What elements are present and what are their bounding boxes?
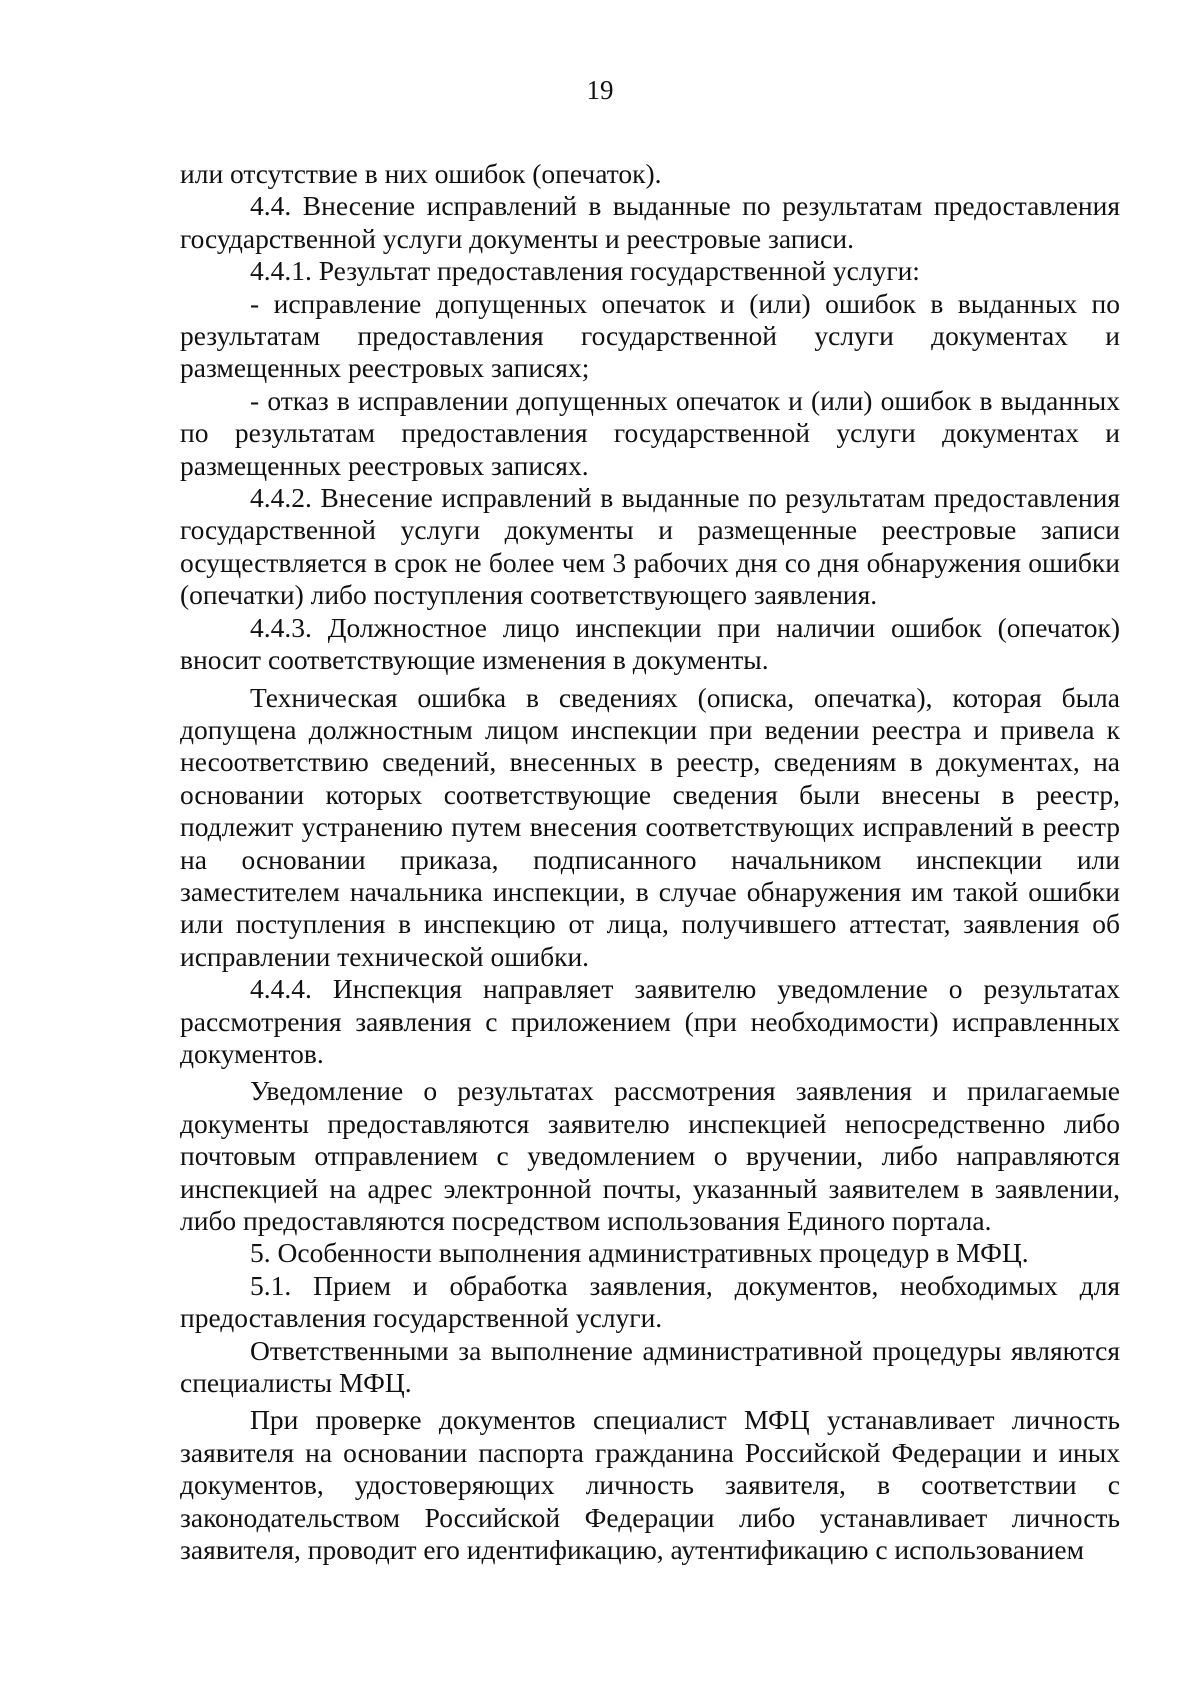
paragraph-2: 4.4.1. Результат предоставления государственной услуги:: [250, 255, 920, 287]
paragraph-6: 4.4.3. Должностное лицо инспекции при наличии ошибок (опечаток) вносит соответствующие изменения в документы.: [180, 611, 1120, 676]
paragraph-9: Уведомление о результатах рассмотрения заявления и прилагаемые документы предоставляются заявителю инспекцией непосредственно либо почтовым отправлением с уведомлением о вручении, либо направляются инспекцией на адрес электронной почты, указанный заявителем в заявлении, либо предоставляются посредством использования Единого портала.: [180, 1075, 1120, 1236]
paragraph-13: При проверке документов специалист МФЦ устанавливает личность заявителя на основании паспорта гражданина Российской Федерации и иных документов, удостоверяющих личность заявителя, в соответствии с законодательством Российской Федерации либо устанавливает личность заявителя, проводит его идентификацию, аутентификацию с использованием: [180, 1404, 1120, 1566]
paragraph-0: или отсутствие в них ошибок (опечаток).: [180, 158, 662, 189]
paragraph-10: 5. Особенности выполнения административных процедур в МФЦ.: [250, 1237, 1029, 1269]
paragraph-8: 4.4.4. Инспекция направляет заявителю уведомление о результатах рассмотрения заявления с приложением (при необходимости) исправленных документов.: [180, 973, 1120, 1069]
document-body: [180, 158, 1120, 1566]
paragraph-11: 5.1. Прием и обработка заявления, документов, необходимых для предоставления государственной услуги.: [180, 1269, 1120, 1334]
paragraph-7: Техническая ошибка в сведениях (описка, опечатка), которая была допущена должностным лицом инспекции при ведении реестра и привела к несоответствию сведений, внесенных в реестр, сведениям в документах, на основании которых соответствующие сведения были внесены в реестр, подлежит устранению путем внесения соответствующих исправлений в реестр на основании приказа, подписанного начальником инспекции или заместителем начальника инспекции, в случае обнаружения им такой ошибки или поступления в инспекцию от лица, получившего аттестат, заявления об исправлении технической ошибки.: [180, 681, 1120, 972]
paragraph-12: Ответственными за выполнение административной процедуры являются специалисты МФЦ.: [180, 1334, 1120, 1399]
page-number: 19: [586, 75, 614, 105]
paragraph-1: 4.4. Внесение исправлений в выданные по результатам предоставления государственной услуги документы и реестровые записи.: [180, 190, 1120, 254]
paragraph-4: - отказ в исправлении допущенных опечаток и (или) ошибок в выданных по результатам предоставления государственной услуги документах и размещенных реестровых записях.: [180, 384, 1120, 481]
paragraph-3: - исправление допущенных опечаток и (или) ошибок в выданных по результатам предоставления государственной услуги документах и размещенных реестровых записях;: [180, 287, 1120, 384]
paragraph-5: 4.4.2. Внесение исправлений в выданные по результатам предоставления государственной услуги документы и размещенные реестровые записи осуществляется в срок не более чем 3 рабочих дня со дня обнаружения ошибки (опечатки) либо поступления соответствующего заявления.: [180, 482, 1120, 611]
